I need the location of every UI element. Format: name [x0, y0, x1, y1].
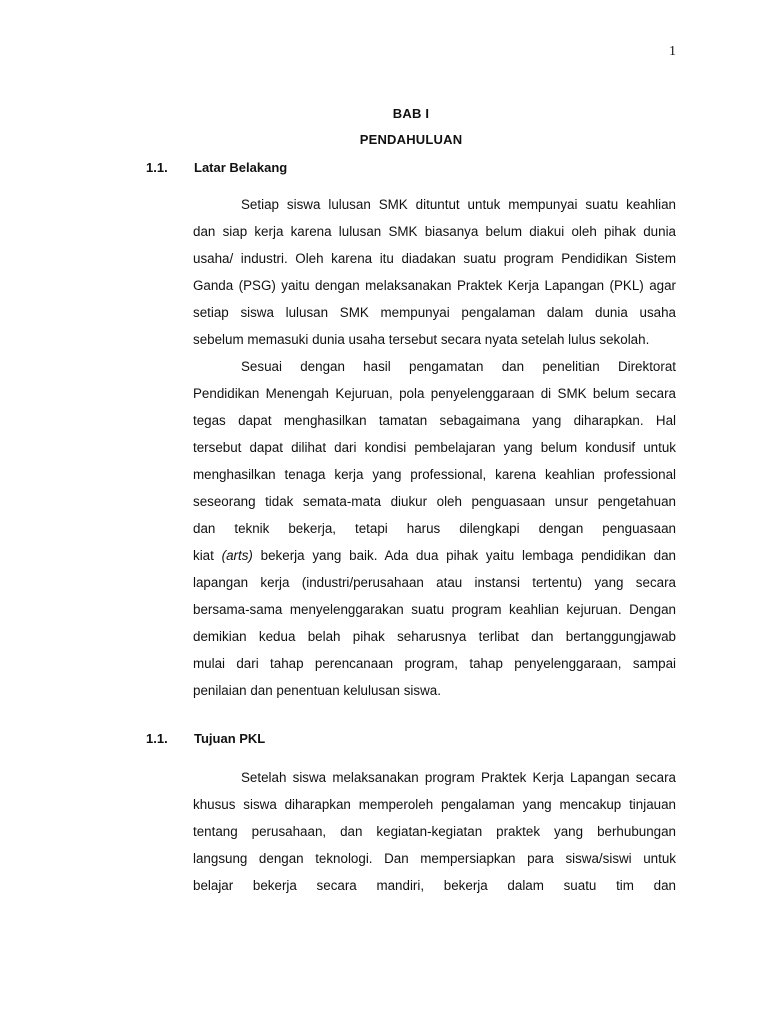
paragraph-line: menghasilkan tenaga kerja yang professional, karena keahlian professional [193, 467, 676, 482]
page-number: 1 [669, 44, 676, 59]
paragraph-line: langsung dengan teknologi. Dan mempersiapkan para siswa/siswi untuk [193, 851, 676, 866]
section-title: Latar Belakang [194, 160, 288, 175]
section-body-latar-belakang [193, 191, 676, 704]
paragraph-line: dan siap kerja karena lulusan SMK biasanya belum diakui oleh pihak dunia [193, 224, 676, 239]
paragraph-line: seseorang tidak semata-mata diukur oleh penguasaan unsur pengetahuan [193, 494, 676, 509]
paragraph-line: Setiap siswa lulusan SMK dituntut untuk mempunyai suatu keahlian [241, 197, 676, 212]
paragraph-line: khusus siswa diharapkan memperoleh pengalaman yang mencakup tinjauan [193, 797, 676, 812]
paragraph-line-mixed [193, 542, 676, 569]
paragraph-line: lapangan kerja (industri/perusahaan atau instansi tertentu) yang secara [193, 575, 676, 590]
paragraph-line: sebelum memasuki dunia usaha tersebut secara nyata setelah lulus sekolah. [193, 332, 650, 347]
paragraph-line: tentang perusahaan, dan kegiatan-kegiatan praktek yang berhubungan [193, 824, 676, 839]
section-title: Tujuan PKL [194, 731, 266, 746]
section-number: 1.1. [146, 160, 168, 175]
chapter-title: PENDAHULUAN [359, 132, 463, 147]
chapter-label: BAB I [392, 106, 430, 121]
paragraph-line: tersebut dapat dilihat dari kondisi pembelajaran yang belum kondusif untuk [193, 440, 676, 455]
paragraph-line: Pendidikan Menengah Kejuruan, pola penyelenggaraan di SMK belum secara [193, 386, 676, 401]
paragraph-line: Sesuai dengan hasil pengamatan dan penelitian Direktorat [241, 359, 676, 374]
paragraph-line: bersama-sama menyelenggarakan suatu program keahlian kejuruan. Dengan [193, 602, 676, 617]
text-run: kiat [193, 548, 214, 563]
paragraph-line: dan teknik bekerja, tetapi harus dilengkapi dengan penguasaan [193, 521, 676, 536]
section-heading-tujuan-pkl [146, 731, 265, 746]
section-number: 1.1. [146, 731, 168, 746]
paragraph-line: Ganda (PSG) yaitu dengan melaksanakan Praktek Kerja Lapangan (PKL) agar [193, 278, 676, 293]
paragraph-line: mulai dari tahap perencanaan program, tahap penyelenggaraan, sampai [193, 656, 676, 671]
paragraph-line: setiap siswa lulusan SMK mempunyai pengalaman dalam dunia usaha [193, 305, 676, 320]
italic-term: (arts) [221, 548, 253, 563]
paragraph-line: demikian kedua belah pihak seharusnya terlibat dan bertanggungjawab [193, 629, 676, 644]
paragraph-line: usaha/ industri. Oleh karena itu diadakan suatu program Pendidikan Sistem [193, 251, 676, 266]
text-run: bekerja yang baik. Ada dua pihak yaitu lembaga pendidikan dan [260, 548, 676, 563]
paragraph-line: Setelah siswa melaksanakan program Praktek Kerja Lapangan secara [241, 770, 676, 785]
paragraph-line: tegas dapat menghasilkan tamatan sebagaimana yang diharapkan. Hal [193, 413, 676, 428]
paragraph-line: penilaian dan penentuan kelulusan siswa. [193, 683, 441, 698]
section-body-tujuan-pkl [193, 764, 676, 899]
section-heading-latar-belakang [146, 160, 287, 175]
paragraph-line: belajar bekerja secara mandiri, bekerja dalam suatu tim dan [193, 878, 676, 893]
